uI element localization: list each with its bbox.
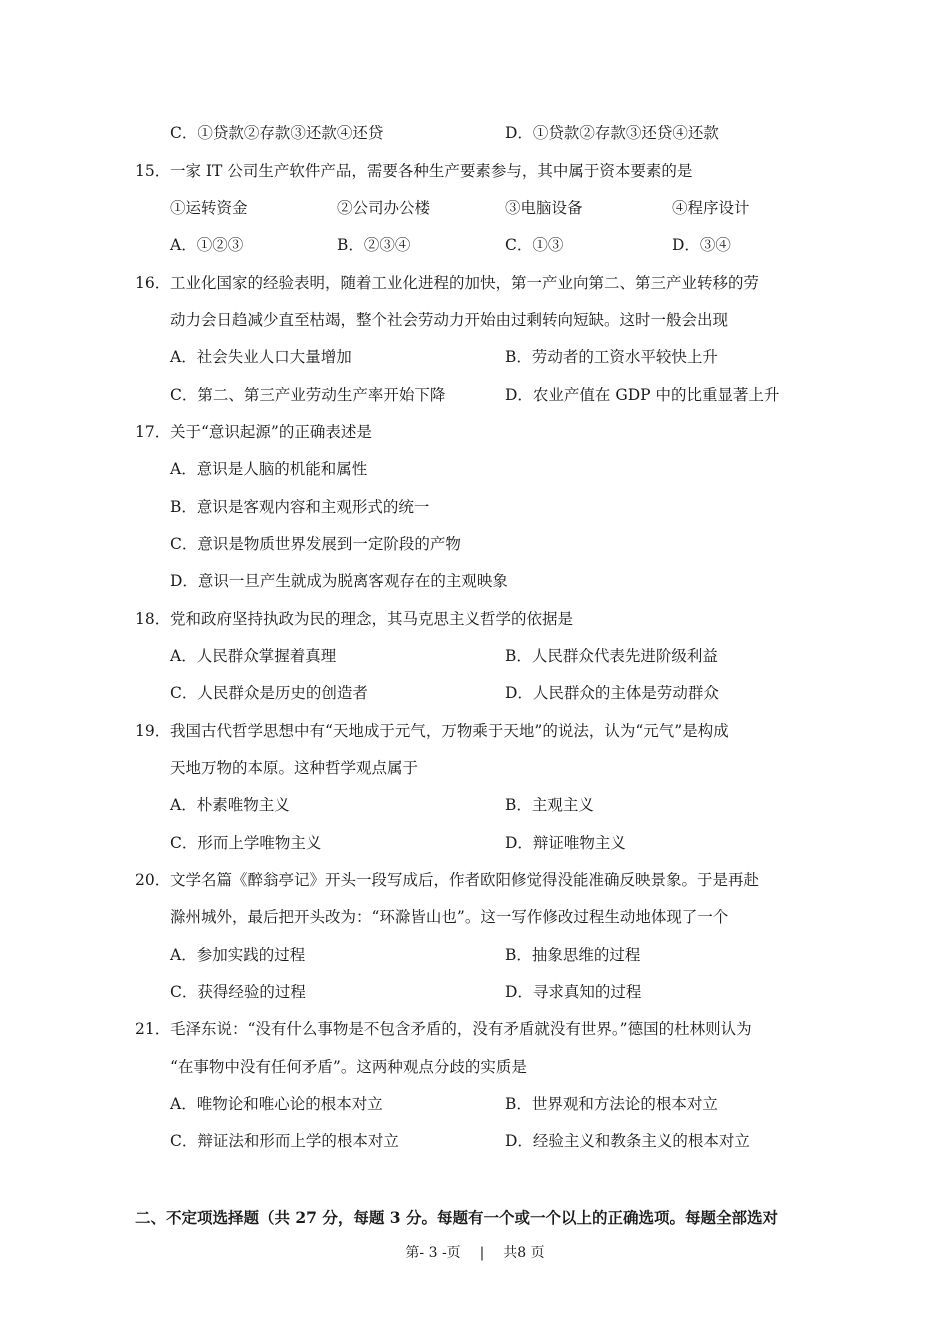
option-b: B．世界观和方法论的根本对立 [505,1095,718,1113]
option-a: A．参加实践的过程 [170,946,306,964]
option-b: B．②③④ [337,236,411,254]
option-c: C．意识是物质世界发展到一定阶段的产物 [170,535,461,553]
question-stem-line: 滁州城外，最后把开头改为：“环滁皆山也”。这一写作修改过程生动地体现了一个 [170,908,729,926]
option-a: A．人民群众掌握着真理 [170,647,337,665]
question-stem-line: “在事物中没有任何矛盾”。这两种观点分歧的实质是 [170,1058,527,1076]
option-d: D．①贷款②存款③还贷④还款 [505,124,719,142]
option-b: B．主观主义 [505,796,594,814]
question-stem-line: 天地万物的本原。这种哲学观点属于 [170,759,419,777]
question-number: 18． [135,610,171,628]
question-stem-line: 毛泽东说：“没有什么事物是不包含矛盾的，没有矛盾就没有世界。”德国的杜林则认为 [170,1020,752,1038]
option-d: D．农业产值在 GDP 中的比重显著上升 [505,386,780,404]
option-c: C．形而上学唯物主义 [170,834,322,852]
option-a: A．社会失业人口大量增加 [170,348,352,366]
option-c: C．辩证法和形而上学的根本对立 [170,1132,399,1150]
option-c: C．①③ [505,236,564,254]
option-b: B．意识是客观内容和主观形式的统一 [170,498,430,516]
option-d: D．辩证唯物主义 [505,834,626,852]
option-b: B．抽象思维的过程 [505,946,641,964]
option-c: C．第二、第三产业劳动生产率开始下降 [170,386,446,404]
option-c: C．①贷款②存款③还款④还贷 [170,124,384,142]
question-stem-line: 动力会日趋减少直至枯竭，整个社会劳动力开始由过剩转向短缺。这时一般会出现 [170,311,729,329]
option-b: B．人民群众代表先进阶级利益 [505,647,718,665]
question-stem-line: 一家 IT 公司生产软件产品，需要各种生产要素参与，其中属于资本要素的是 [170,162,693,180]
option-a: A．意识是人脑的机能和属性 [170,460,368,478]
question-number: 20． [135,871,171,889]
option-c: C．人民群众是历史的创造者 [170,684,368,702]
option-b: B．劳动者的工资水平较快上升 [505,348,718,366]
option-a: A．朴素唯物主义 [170,796,290,814]
page-total: 共8 页 [503,1245,545,1261]
item-1: ①运转资金 [170,199,248,217]
question-number: 17． [135,423,171,441]
question-number: 15． [135,162,171,180]
section-heading: 二、不定项选择题（共 27 分，每题 3 分。每题有一个或一个以上的正确选项。每题全部选对 [135,1208,778,1227]
question-stem-line: 文学名篇《醉翁亭记》开头一段写成后，作者欧阳修觉得没能准确反映景象。于是再赴 [170,871,760,889]
option-d: D．经验主义和教条主义的根本对立 [505,1132,750,1150]
item-4: ④程序设计 [672,199,750,217]
question-stem-line: 党和政府坚持执政为民的理念，其马克思主义哲学的依据是 [170,610,574,628]
footer-separator: | [479,1245,485,1261]
question-number: 19． [135,722,171,740]
option-a: A．①②③ [170,236,244,254]
question-stem-line: 关于“意识起源”的正确表述是 [170,423,372,441]
option-d: D．③④ [672,236,731,254]
option-a: A．唯物论和唯心论的根本对立 [170,1095,383,1113]
option-d: D．人民群众的主体是劳动群众 [505,684,719,702]
question-number: 21． [135,1020,171,1038]
option-c: C．获得经验的过程 [170,983,306,1001]
option-d: D．寻求真知的过程 [505,983,642,1001]
item-3: ③电脑设备 [505,199,583,217]
question-number: 16． [135,274,171,292]
question-stem-line: 工业化国家的经验表明，随着工业化进程的加快，第一产业向第二、第三产业转移的劳 [170,274,760,292]
option-d: D．意识一旦产生就成为脱离客观存在的主观映象 [170,572,508,590]
page-number: 第- 3 -页 [405,1245,461,1261]
question-stem-line: 我国古代哲学思想中有“天地成于元气，万物乘于天地”的说法，认为“元气”是构成 [170,722,729,740]
page-footer [0,1243,950,1263]
item-2: ②公司办公楼 [337,199,431,217]
